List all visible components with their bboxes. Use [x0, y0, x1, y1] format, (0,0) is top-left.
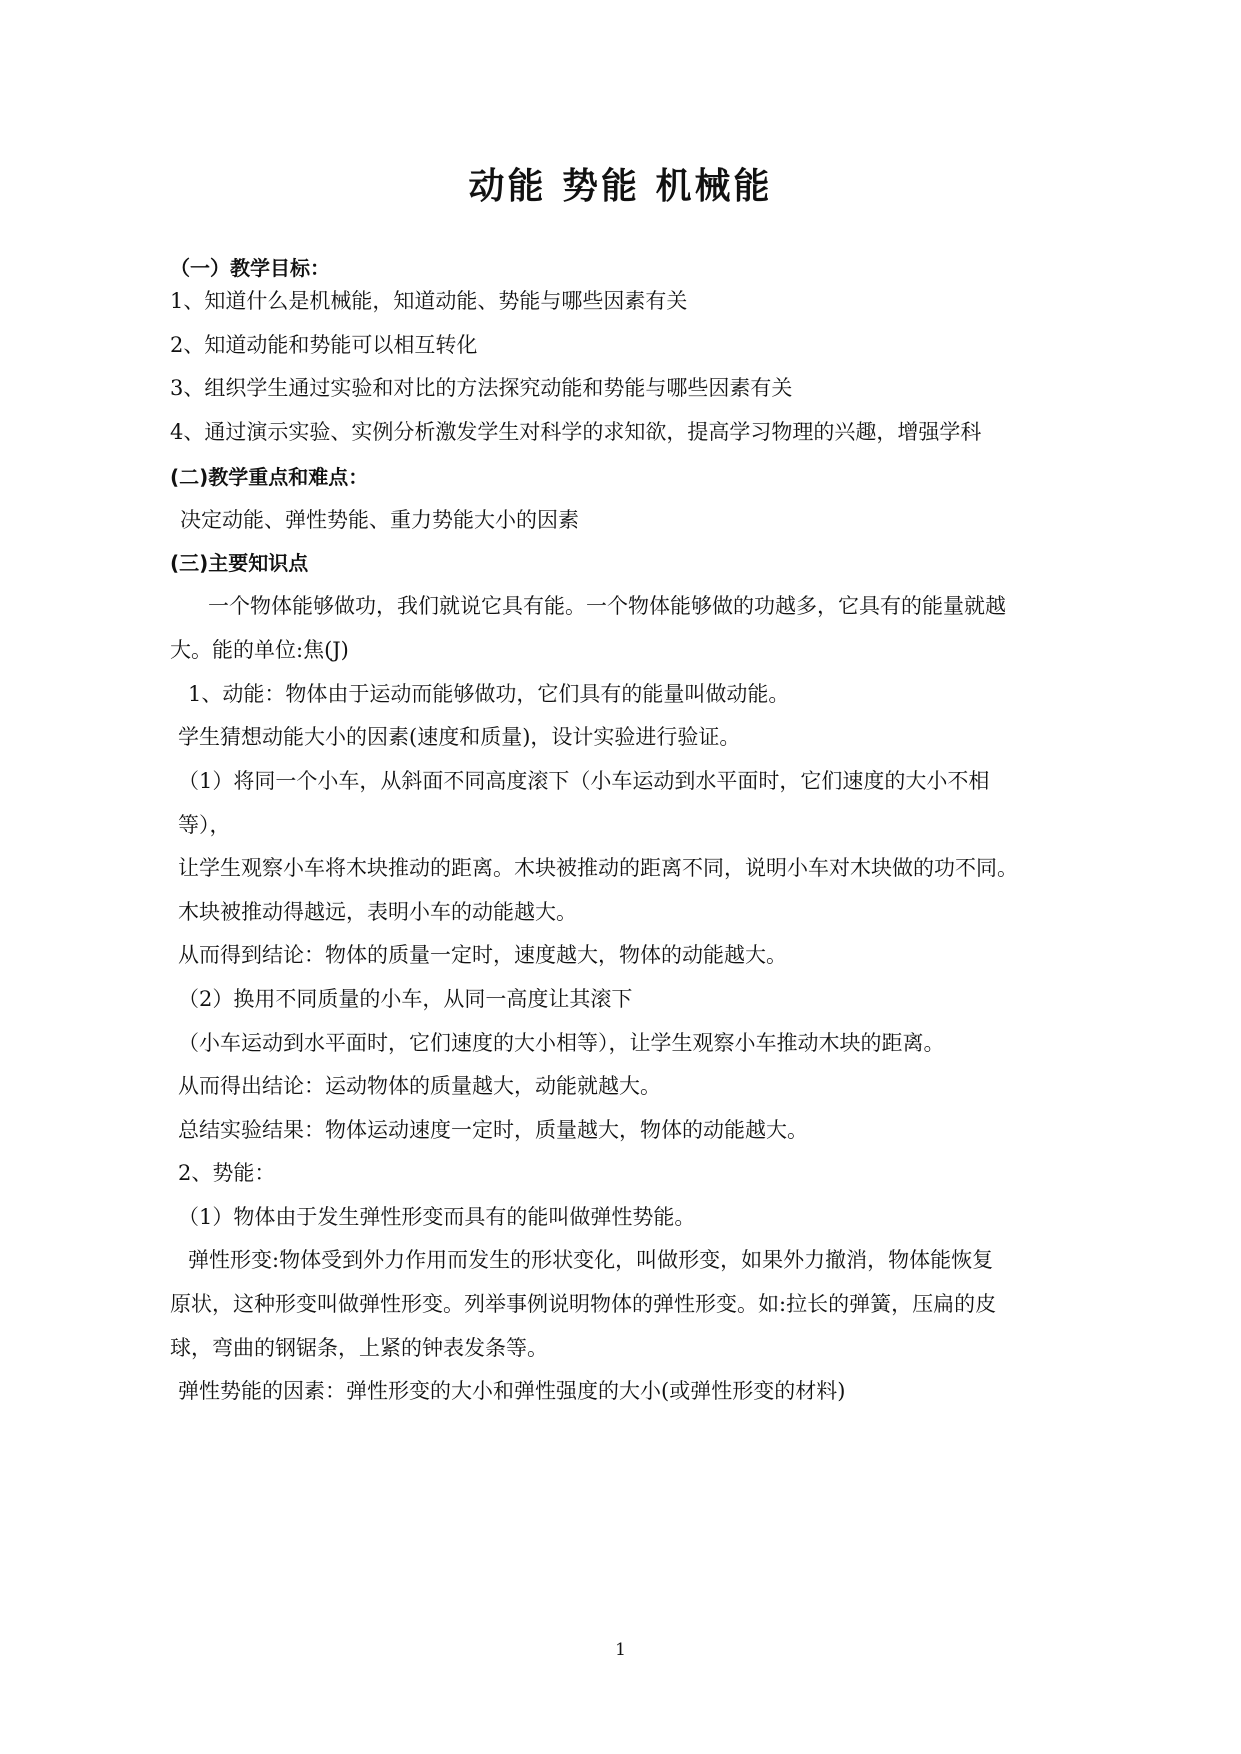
paragraph-line: 2、势能： [178, 1161, 276, 1185]
paragraph-line: 球，弯曲的钢锯条，上紧的钟表发条等。 [170, 1336, 548, 1360]
paragraph-line: 从而得到结论：物体的质量一定时，速度越大，物体的动能越大。 [178, 943, 787, 967]
document-title: 动能 势能 机械能 [468, 166, 773, 207]
paragraph-line: 一个物体能够做功，我们就说它具有能。一个物体能够做的功越多，它具有的能量就越 [208, 594, 1006, 618]
paragraph-line: 木块被推动得越远，表明小车的动能越大。 [178, 900, 577, 924]
page-number: 1 [615, 1640, 626, 1660]
paragraph-line: 原状，这种形变叫做弹性形变。列举事例说明物体的弹性形变。如:拉长的弹簧，压扁的皮 [170, 1292, 997, 1316]
section-heading-objectives: （一）教学目标： [170, 256, 330, 280]
objective-2: 2、知道动能和势能可以相互转化 [170, 333, 478, 357]
paragraph-line: 从而得出结论：运动物体的质量越大，动能就越大。 [178, 1074, 661, 1098]
paragraph-line: 弹性势能的因素：弹性形变的大小和弹性强度的大小(或弹性形变的材料) [178, 1379, 846, 1403]
section-heading-key-points: (二)教学重点和难点： [170, 465, 369, 489]
paragraph-line: 等）， [178, 813, 231, 837]
paragraph-line: 让学生观察小车将木块推动的距离。木块被推动的距离不同，说明小车对木块做的功不同。 [178, 856, 1018, 880]
paragraph-line: 总结实验结果：物体运动速度一定时，质量越大，物体的动能越大。 [178, 1118, 808, 1142]
paragraph-line: 弹性形变:物体受到外力作用而发生的形状变化，叫做形变，如果外力撤消，物体能恢复 [188, 1248, 994, 1272]
section-heading-knowledge: (三)主要知识点 [170, 551, 309, 575]
key-points-text: 决定动能、弹性势能、重力势能大小的因素 [180, 508, 579, 532]
paragraph-line: （2）换用不同质量的小车，从同一高度让其滚下 [178, 987, 633, 1011]
paragraph-line: （1）物体由于发生弹性形变而具有的能叫做弹性势能。 [178, 1205, 696, 1229]
objective-3: 3、组织学生通过实验和对比的方法探究动能和势能与哪些因素有关 [170, 376, 793, 400]
objective-4: 4、通过演示实验、实例分析激发学生对科学的求知欲，提高学习物理的兴趣，增强学科 [170, 420, 982, 444]
paragraph-line: （1）将同一个小车，从斜面不同高度滚下（小车运动到水平面时，它们速度的大小不相 [178, 769, 990, 793]
paragraph-line: （小车运动到水平面时，它们速度的大小相等），让学生观察小车推动木块的距离。 [178, 1031, 945, 1055]
objective-1: 1、知道什么是机械能，知道动能、势能与哪些因素有关 [170, 289, 688, 313]
paragraph-line: 学生猜想动能大小的因素(速度和质量)，设计实验进行验证。 [178, 725, 741, 749]
paragraph-line: 1、动能：物体由于运动而能够做功，它们具有的能量叫做动能。 [188, 682, 790, 706]
paragraph-line: 大。能的单位:焦(J) [170, 638, 349, 662]
